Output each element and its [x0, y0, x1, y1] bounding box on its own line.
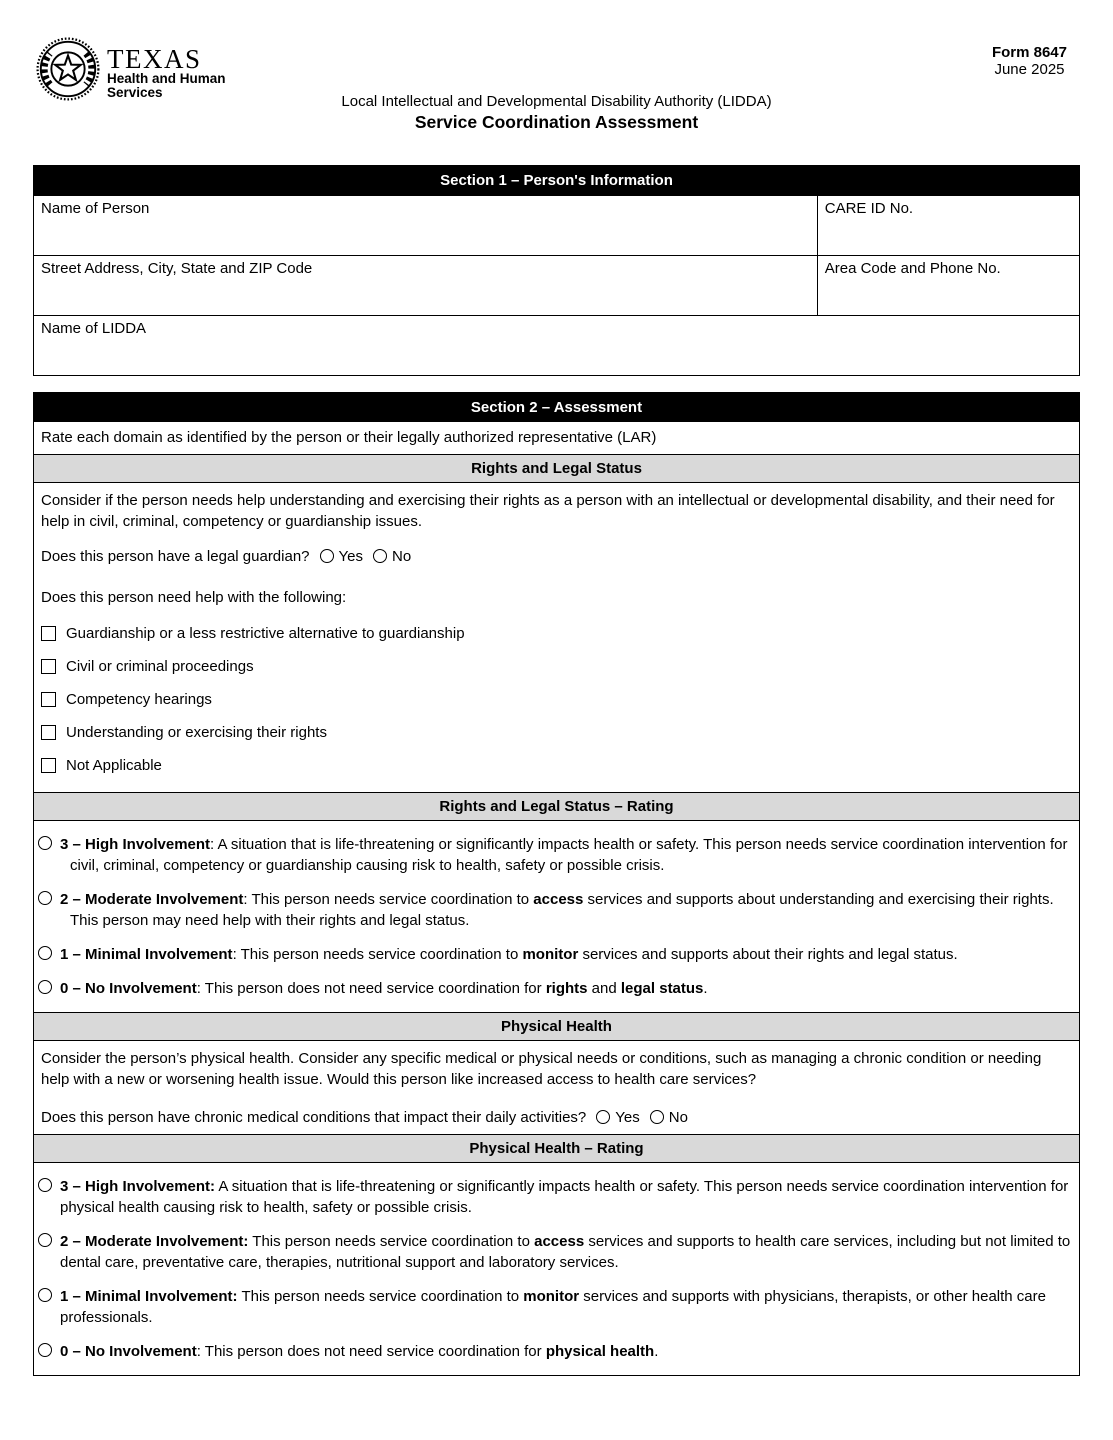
physical-rating-2-text: 2 – Moderate Involvement: This person needs service coordination to access services and supports to health care services, including but not limited to dental care, preventative care, therapies, nutritional support and laboratory services. [60, 1233, 1071, 1271]
street-address-field[interactable] [34, 256, 818, 315]
competency-hearings-checkbox[interactable] [41, 692, 56, 707]
name-of-person-label: Name of Person [41, 200, 150, 217]
physical-rating-0-radio[interactable] [38, 1343, 52, 1357]
guardian-yes-label: Yes [338, 548, 363, 565]
physical-rating-options [34, 1162, 1079, 1375]
rights-rating-0-text: 0 – No Involvement: This person does not need service coordination for rights and legal status. [60, 980, 708, 997]
rights-rating-2-radio[interactable] [38, 891, 52, 905]
rights-rating-1-radio[interactable] [38, 946, 52, 960]
phone-field[interactable] [818, 256, 1079, 315]
form-number: Form 8647 [991, 44, 1067, 61]
guardianship-checkbox[interactable] [41, 626, 56, 641]
rights-rating-header: Rights and Legal Status – Rating [34, 792, 1079, 820]
rating-option-row [38, 834, 1072, 876]
chronic-yes-radio[interactable] [596, 1110, 610, 1124]
understanding-rights-checkbox[interactable] [41, 725, 56, 740]
physical-rating-3-radio[interactable] [38, 1178, 52, 1192]
rating-option-row [38, 1176, 1072, 1218]
rating-option-row [38, 944, 1072, 965]
checkbox-row [41, 656, 1072, 677]
rights-description: Consider if the person needs help understanding and exercising their rights as a person with an intellectual or developmental disability, and their need for help in civil, criminal, competency or guardianship issues. [41, 492, 1055, 530]
understanding-rights-checkbox-label: Understanding or exercising their rights [66, 724, 327, 741]
section2-header: Section 2 – Assessment [34, 393, 1079, 422]
rights-rating-3-text: 3 – High Involvement: A situation that is life-threatening or significantly impacts health or safety. This person needs service coordination intervention for civil, criminal, competency or guardianship causing risk to health, safety or possible crisis. [60, 836, 1068, 874]
care-id-field[interactable] [818, 196, 1079, 255]
civil-criminal-checkbox[interactable] [41, 659, 56, 674]
help-needed-question: Does this person need help with the following: [41, 589, 347, 606]
civil-criminal-checkbox-label: Civil or criminal proceedings [66, 658, 254, 675]
rights-legal-status-body [34, 482, 1079, 792]
not-applicable-checkbox[interactable] [41, 758, 56, 773]
agency-subtitle-1: Health and Human [107, 71, 226, 86]
physical-health-body [34, 1040, 1079, 1134]
chronic-question: Does this person have chronic medical conditions that impact their daily activities? [41, 1109, 587, 1126]
rights-rating-1-text: 1 – Minimal Involvement: This person needs service coordination to monitor services and supports about their rights and legal status. [60, 946, 958, 963]
physical-rating-0-text: 0 – No Involvement: This person does not need service coordination for physical health. [60, 1343, 659, 1360]
physical-rating-1-radio[interactable] [38, 1288, 52, 1302]
chronic-question-row [41, 1107, 1072, 1128]
rights-rating-0-radio[interactable] [38, 980, 52, 994]
legal-guardian-question: Does this person have a legal guardian? [41, 548, 310, 565]
rating-option-row [38, 1341, 1072, 1362]
physical-rating-2-radio[interactable] [38, 1233, 52, 1247]
lidda-name-label: Name of LIDDA [41, 320, 147, 337]
chronic-no-label: No [668, 1109, 688, 1126]
form-date: June 2025 [994, 61, 1065, 78]
guardian-no-radio[interactable] [373, 549, 387, 563]
section1-header: Section 1 – Person's Information [34, 166, 1079, 195]
form-title-line2: Service Coordination Assessment [414, 112, 699, 132]
chronic-no-radio[interactable] [650, 1110, 664, 1124]
checkbox-row [41, 722, 1072, 743]
assessment-instruction: Rate each domain as identified by the person or their legally authorized representative (LAR) [41, 429, 657, 446]
physical-description: Consider the person’s physical health. Consider any specific medical or physical needs or conditions, such as managing a chronic condition or needing help with a new or worsening health issue. Would this person like increased access to health care services? [41, 1050, 1042, 1088]
rating-option-row [38, 1286, 1072, 1328]
lidda-name-field[interactable] [34, 316, 1079, 375]
guardian-no-label: No [392, 548, 412, 565]
section1-table [33, 165, 1080, 376]
physical-rating-1-text: 1 – Minimal Involvement: This person needs service coordination to monitor services and supports with physicians, therapists, or other health care professionals. [60, 1288, 1046, 1326]
agency-subtitle-2: Services [107, 85, 163, 100]
not-applicable-checkbox-label: Not Applicable [66, 757, 162, 774]
rights-rating-options [34, 820, 1079, 1012]
street-address-label: Street Address, City, State and ZIP Code [41, 260, 313, 277]
legal-guardian-question-row [41, 546, 1072, 567]
phone-label: Area Code and Phone No. [824, 260, 1001, 277]
section2-table [33, 392, 1080, 1376]
physical-rating-header: Physical Health – Rating [34, 1134, 1079, 1162]
rating-option-row [38, 889, 1072, 931]
checkbox-row [41, 755, 1072, 776]
guardian-yes-radio[interactable] [320, 549, 334, 563]
physical-rating-3-text: 3 – High Involvement: A situation that is life-threatening or significantly impacts health or safety. This person needs service coordination intervention for physical health causing risk to health, safety or possible crisis. [60, 1178, 1069, 1216]
agency-name: TEXAS [107, 44, 202, 74]
rights-rating-3-radio[interactable] [38, 836, 52, 850]
guardianship-checkbox-label: Guardianship or a less restrictive alternative to guardianship [66, 625, 465, 642]
checkbox-row [41, 623, 1072, 644]
competency-hearings-checkbox-label: Competency hearings [66, 691, 212, 708]
rights-rating-2-text: 2 – Moderate Involvement: This person needs service coordination to access services and supports about understanding and exercising their rights. This person may need help with their rights and legal status. [60, 891, 1054, 929]
rating-option-row [38, 1231, 1072, 1273]
form-identifier [992, 44, 1067, 78]
checkbox-row [41, 689, 1072, 710]
chronic-yes-label: Yes [615, 1109, 640, 1126]
physical-health-header: Physical Health [34, 1012, 1079, 1040]
rights-legal-status-header: Rights and Legal Status [34, 454, 1079, 482]
rating-option-row [38, 978, 1072, 999]
form-body [33, 165, 1080, 1376]
form-title-line1: Local Intellectual and Developmental Disability Authority (LIDDA) [341, 93, 772, 110]
name-of-person-field[interactable] [34, 196, 818, 255]
form-title-block [0, 92, 1113, 132]
care-id-label: CARE ID No. [824, 200, 914, 217]
rights-help-checkbox-list [41, 623, 1072, 786]
